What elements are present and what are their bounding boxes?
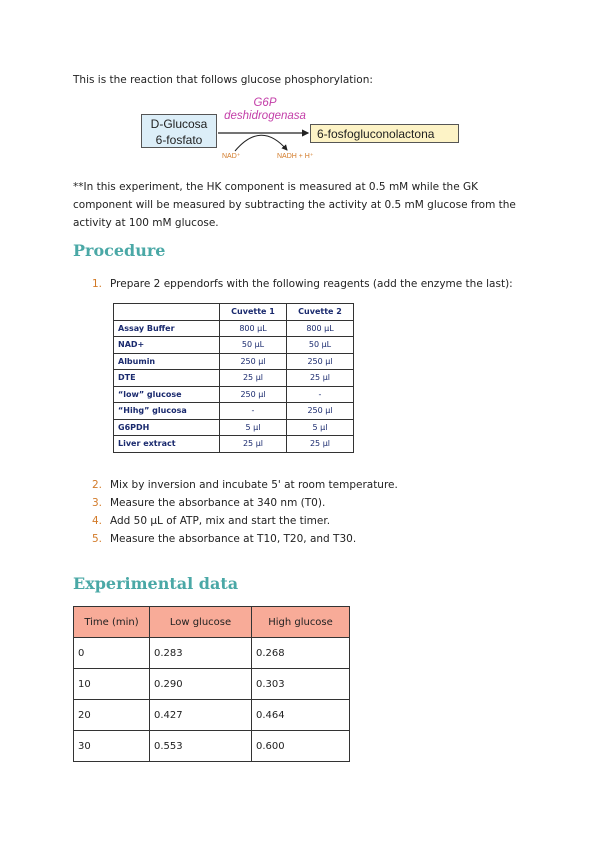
substrate-line-2: 6-fosfato — [155, 133, 203, 147]
reagent-volume: - — [287, 386, 354, 403]
table-row — [114, 337, 354, 354]
table-row — [74, 700, 350, 731]
reagent-name: DTE — [114, 370, 220, 387]
reagent-name: Liver extract — [114, 436, 220, 453]
table-row — [114, 370, 354, 387]
list-item — [92, 477, 512, 495]
reagent-volume: 50 µL — [220, 337, 287, 354]
reagent-volume: 25 µl — [287, 436, 354, 453]
table-row — [114, 436, 354, 453]
reagent-volume: 250 µl — [220, 353, 287, 370]
table-corner-cell — [114, 304, 220, 321]
table-header-row — [74, 607, 350, 638]
intro-text: This is the reaction that follows glucose phosphorylation: — [73, 74, 373, 86]
step-text: Prepare 2 eppendorfs with the following reagents (add the enzyme the last): — [110, 278, 513, 290]
reagent-volume: 800 µL — [287, 320, 354, 337]
cofactor-arc-arrow — [235, 135, 287, 151]
reagent-volume: 25 µl — [287, 370, 354, 387]
reagent-volume: - — [220, 403, 287, 420]
table-header-row — [114, 304, 354, 321]
reagent-volume: 250 µl — [220, 386, 287, 403]
reagent-volume: 5 µl — [220, 419, 287, 436]
column-header: Time (min) — [74, 607, 150, 638]
high-glucose-cell: 0.268 — [252, 638, 350, 669]
reaction-arrows — [215, 120, 315, 156]
enzyme-line-1: G6P — [253, 97, 277, 109]
step-number: 1. — [92, 278, 103, 290]
low-glucose-cell: 0.283 — [150, 638, 252, 669]
step-text: Measure the absorbance at 340 nm (T0). — [110, 497, 326, 509]
table-row — [114, 386, 354, 403]
low-glucose-cell: 0.553 — [150, 731, 252, 762]
time-cell: 10 — [74, 669, 150, 700]
low-glucose-cell: 0.290 — [150, 669, 252, 700]
reagent-volume: 50 µL — [287, 337, 354, 354]
reagent-name: G6PDH — [114, 419, 220, 436]
list-item — [92, 495, 512, 513]
procedure-heading: Procedure — [73, 241, 166, 260]
step-text: Add 50 µL of ATP, mix and start the timer. — [110, 515, 331, 527]
low-glucose-cell: 0.427 — [150, 700, 252, 731]
experimental-data-table — [73, 606, 350, 762]
reagent-volume: 5 µl — [287, 419, 354, 436]
experiment-note: **In this experiment, the HK component is measured at 0.5 mM while the GK component will be measured by subtracting the activity at 0.5 mM glucose from the activity at 100 mM glucose. — [73, 181, 516, 229]
cofactor-out: NADH + H⁺ — [277, 153, 314, 160]
reagent-volume: 25 µl — [220, 370, 287, 387]
table-row — [114, 353, 354, 370]
list-item — [92, 276, 513, 294]
substrate-box — [141, 114, 217, 148]
reagent-name: “low” glucose — [114, 386, 220, 403]
step-number: 4. — [92, 515, 103, 527]
reagent-name: Albumin — [114, 353, 220, 370]
substrate-line-1: D-Glucosa — [150, 117, 208, 131]
enzyme-line-2: deshidrogenasa — [224, 110, 306, 122]
reagent-name: NAD+ — [114, 337, 220, 354]
time-cell: 0 — [74, 638, 150, 669]
list-item — [92, 513, 512, 531]
column-header: High glucose — [252, 607, 350, 638]
column-header: Low glucose — [150, 607, 252, 638]
high-glucose-cell: 0.303 — [252, 669, 350, 700]
procedure-step-list-1 — [92, 276, 513, 294]
product-box: 6-fosfogluconolactona — [310, 124, 459, 143]
reagent-volume: 25 µl — [220, 436, 287, 453]
table-row — [74, 638, 350, 669]
reagent-name: “Hihg” glucosa — [114, 403, 220, 420]
time-cell: 20 — [74, 700, 150, 731]
reagent-name: Assay Buffer — [114, 320, 220, 337]
reagents-table — [113, 303, 354, 453]
column-header: Cuvette 2 — [287, 304, 354, 321]
table-row — [114, 419, 354, 436]
table-row — [74, 669, 350, 700]
step-number: 3. — [92, 497, 103, 509]
table-row — [114, 320, 354, 337]
reagent-volume: 250 µl — [287, 353, 354, 370]
time-cell: 30 — [74, 731, 150, 762]
cofactor-in: NAD⁺ — [222, 153, 241, 160]
step-text: Mix by inversion and incubate 5' at room temperature. — [110, 479, 398, 491]
table-row — [74, 731, 350, 762]
high-glucose-cell: 0.464 — [252, 700, 350, 731]
experimental-data-heading: Experimental data — [73, 574, 239, 593]
step-number: 2. — [92, 479, 103, 491]
step-number: 5. — [92, 533, 103, 545]
list-item — [92, 531, 512, 549]
procedure-step-list-2 — [92, 477, 512, 549]
reagent-volume: 800 µL — [220, 320, 287, 337]
step-text: Measure the absorbance at T10, T20, and T30. — [110, 533, 357, 545]
reagent-volume: 250 µl — [287, 403, 354, 420]
high-glucose-cell: 0.600 — [252, 731, 350, 762]
column-header: Cuvette 1 — [220, 304, 287, 321]
table-row — [114, 403, 354, 420]
